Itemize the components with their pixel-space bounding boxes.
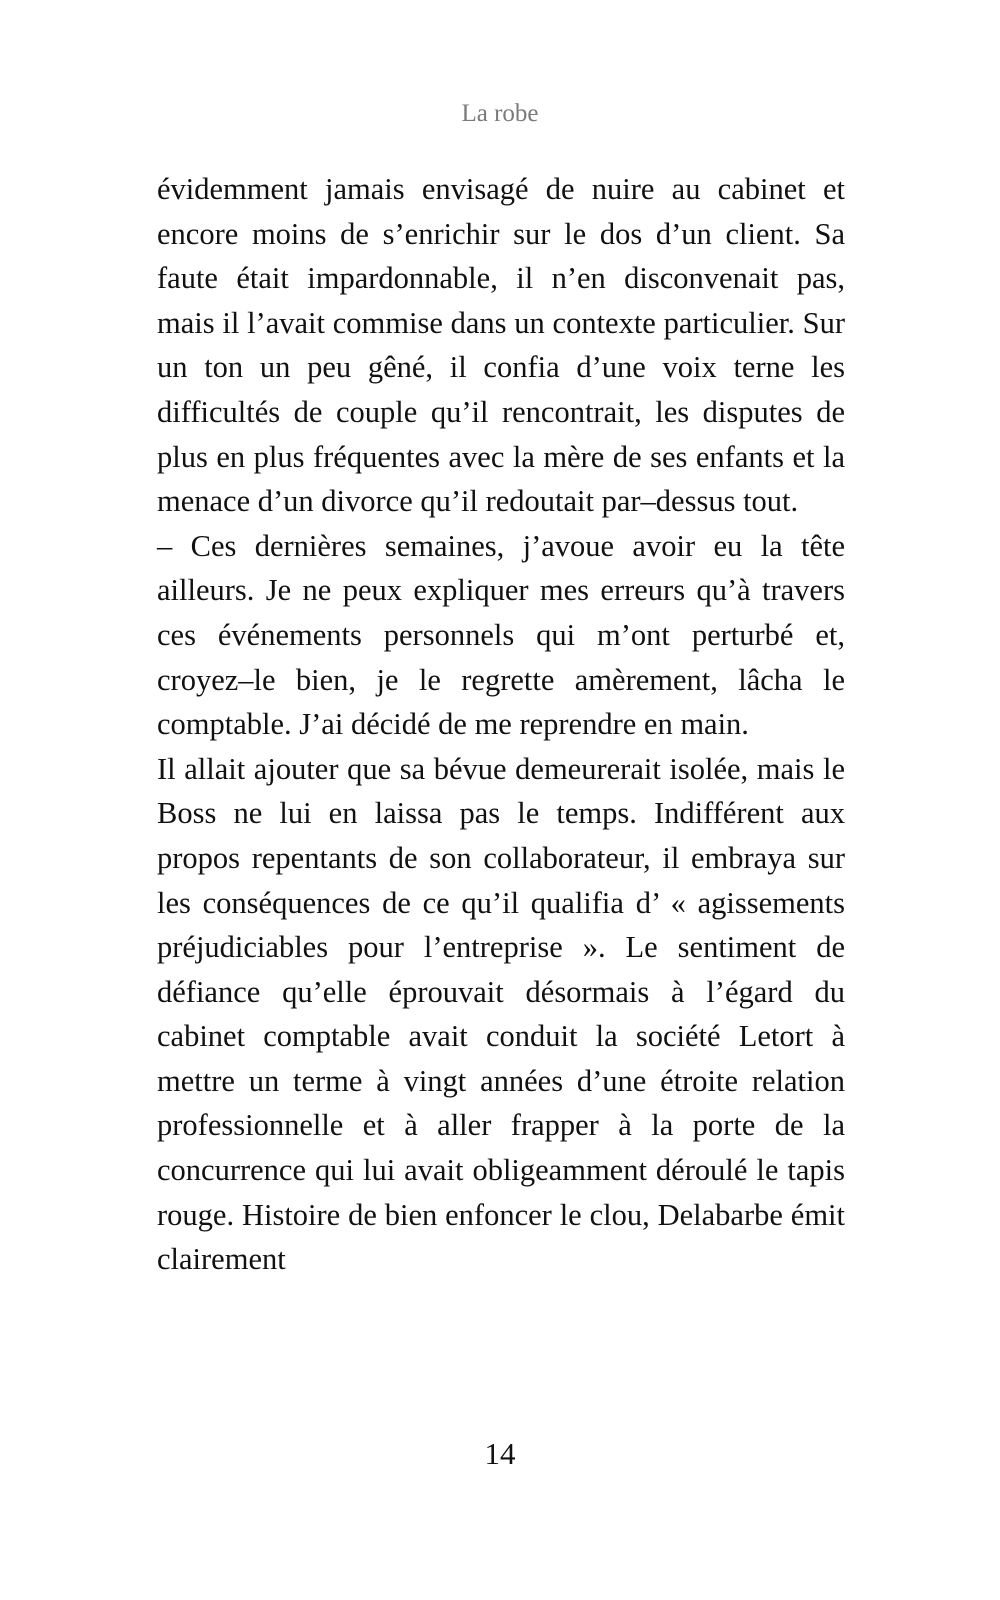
body-text: [157, 167, 845, 1282]
paragraph-2: – Ces dernières semaines, j’avoue avoir eu la tête ailleurs. Je ne peux expliquer mes erreurs qu’à travers ces événements personnels qui m’ont perturbé et, croyez–le bien, je le regrette amèrement, lâcha le comptable. J’ai décidé de me reprendre en main.: [157, 528, 845, 742]
running-header: La robe: [461, 100, 539, 127]
paragraph-1: évidemment jamais envisagé de nuire au cabinet et encore moins de s’enrichir sur le dos d’un client. Sa faute était impardonnable, il n’en disconvenait pas, mais il l’avait commise dans un contexte particulier. Sur un ton un peu gêné, il confia d’une voix terne les difficultés de couple qu’il rencontrait, les disputes de plus en plus fréquentes avec la mère de ses enfants et la menace d’un divorce qu’il redoutait par–dessus tout.: [157, 172, 845, 519]
paragraph-3: Il allait ajouter que sa bévue demeurerait isolée, mais le Boss ne lui en laissa pas le temps. Indifférent aux propos repentants de son collaborateur, il embraya sur les conséquences de ce qu’il qualifia d’ « agissements préjudiciables pour l’entreprise ». Le sentiment de défiance qu’elle éprouvait désormais à l’égard du cabinet comptable avait conduit la société Letort à mettre un terme à vingt années d’une étroite relation professionnelle et à aller frapper à la porte de la concurrence qui lui avait obligeamment déroulé le tapis rouge. Histoire de bien enfoncer le clou, Delabarbe émit clairement: [157, 751, 845, 1277]
page-number: 14: [484, 1436, 516, 1471]
